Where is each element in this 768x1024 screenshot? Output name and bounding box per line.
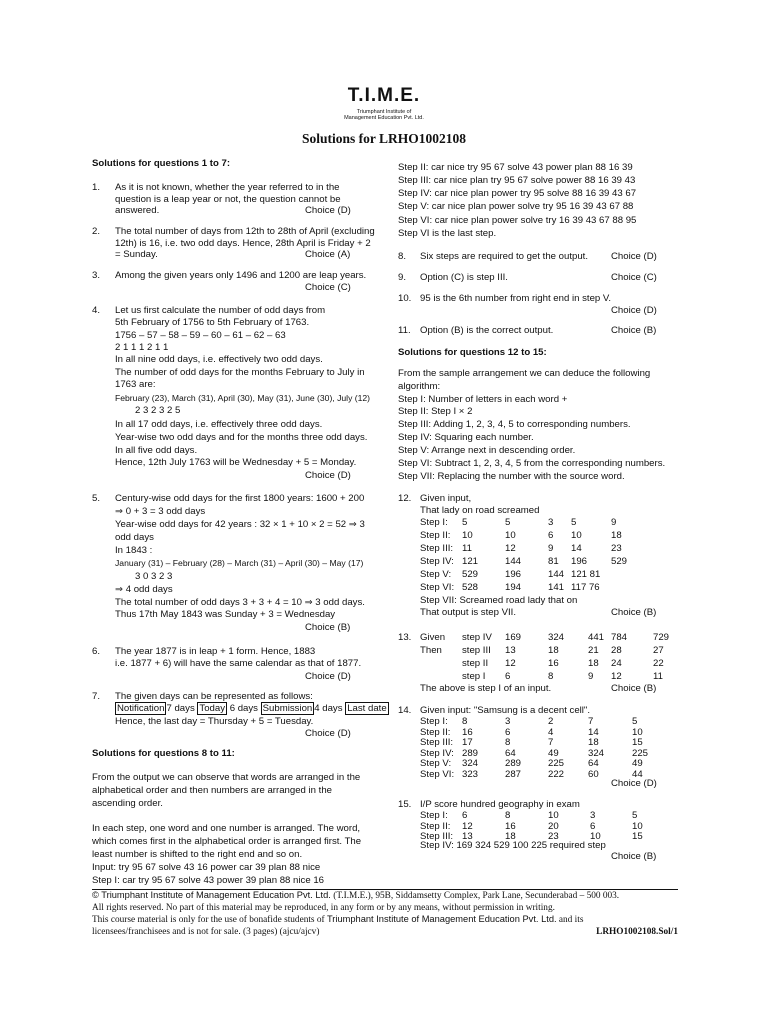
table-cell: 64	[505, 747, 516, 759]
table-cell: 18	[588, 658, 599, 669]
q5-line: January (31) – February (28) – March (31) – April (30) – May (17)	[115, 558, 364, 568]
table-cell: 8	[505, 737, 511, 748]
q5-line: odd days	[115, 532, 154, 543]
q4-number: 4.	[92, 305, 101, 316]
q13-line: The above is step I of an input.	[420, 683, 552, 694]
q13-number: 13.	[398, 632, 412, 643]
table-cell: 13	[505, 645, 516, 656]
q9-line: Option (C) is step III.	[420, 272, 508, 283]
table-cell: 8	[505, 810, 511, 821]
q4-line: February (23), March (31), April (30), May (31), June (30), July (12)	[115, 393, 371, 403]
para-line: From the output we can observe that words are arranged in the	[92, 772, 361, 783]
q6-line: i.e. 1877 + 6) will have the same calendar as that of 1877.	[115, 658, 362, 669]
step-line: Step VI: car nice plan power solve try 16 39 43 67 88 95	[398, 215, 637, 226]
q1-line: As it is not known, whether the year referred to in the	[115, 182, 340, 193]
table-cell: 169	[505, 632, 522, 643]
para-line: least number is shifted to the right end and so on.	[92, 849, 303, 860]
q12-line: That output is step VII.	[420, 607, 516, 618]
q5-line: ⇒ 0 + 3 = 3 odd days	[115, 506, 206, 517]
algo-line: Step III: Adding 1, 2, 3, 4, 5 to corresponding numbers.	[398, 419, 631, 430]
table-cell: Step IV:	[420, 556, 454, 567]
q4-line: The number of odd days for the months February to July in	[115, 367, 365, 378]
table-cell: 81	[548, 556, 559, 567]
q8-choice: Choice (D)	[611, 251, 657, 262]
q15-line: I/P score hundred geography in exam	[420, 799, 580, 810]
table-cell: 196	[505, 569, 522, 580]
table-cell: Step III:	[420, 737, 454, 748]
table-cell: 287	[505, 768, 522, 780]
q10-number: 10.	[398, 293, 412, 304]
copyright-footer	[92, 889, 678, 938]
q12-line: That lady on road screamed	[420, 505, 540, 516]
table-cell: 222	[548, 768, 565, 780]
q5-choice: Choice (B)	[305, 622, 351, 633]
algo-line: Step I: Number of letters in each word +	[398, 394, 568, 405]
table-cell: 4	[548, 726, 554, 738]
table-cell: 49	[548, 747, 559, 759]
table-cell: 5	[632, 716, 638, 727]
table-cell: Step IV:	[420, 747, 454, 759]
para-line: ascending order.	[92, 798, 163, 809]
table-cell: 9	[588, 671, 594, 682]
q4-choice: Choice (D)	[305, 470, 351, 481]
table-cell: 196	[571, 556, 588, 567]
q7-day-sequence	[115, 703, 389, 715]
table-cell: 10	[632, 726, 643, 738]
q4-line: 1756 – 57 – 58 – 59 – 60 – 61 – 62 – 63	[115, 330, 286, 341]
time-logo	[0, 84, 768, 122]
para-line: Step I: car try 95 67 solve 43 power 39 plan 88 nice 16	[92, 875, 324, 886]
table-cell: 441	[588, 632, 605, 643]
q10-line: 95 is the 6th number from right end in step V.	[420, 293, 612, 304]
table-cell: 289	[505, 758, 522, 769]
table-cell: 225	[632, 747, 649, 759]
last-date-box: Last date	[347, 703, 387, 714]
gap-label: 6 days	[229, 703, 258, 714]
table-cell: 194	[505, 582, 522, 593]
q8-line: Six steps are required to get the output.	[420, 251, 588, 262]
table-cell: 9	[548, 543, 554, 554]
table-cell: 64	[588, 758, 599, 769]
q1-line: question is a leap year or not, the question cannot be	[115, 194, 341, 205]
step-line: Step VI is the last step.	[398, 228, 497, 239]
table-cell: 18	[611, 530, 622, 541]
table-cell: Step I:	[420, 716, 448, 727]
footer-line-3	[92, 914, 678, 927]
step-line: Step III: car nice plan try 95 67 solve power 88 16 39 43	[398, 175, 636, 186]
document-code: LRHO1002108.Sol/1	[596, 926, 678, 937]
footer-line-1	[92, 890, 678, 903]
table-cell: 22	[653, 658, 664, 669]
q7-choice: Choice (D)	[305, 728, 351, 739]
footer-text: This course material is only for the use of bonafide students of	[92, 915, 325, 926]
table-cell: Step II:	[420, 820, 451, 832]
algo-line: Step VI: Subtract 1, 2, 3, 4, 5 from the corresponding numbers.	[398, 458, 666, 469]
table-cell: 5	[462, 517, 468, 528]
gap-label: 4 days	[314, 703, 343, 714]
q3-choice: Choice (C)	[305, 282, 351, 293]
q7-line: The given days can be represented as follows:	[115, 691, 313, 702]
q15-number: 15.	[398, 799, 412, 810]
table-cell: 28	[611, 645, 622, 656]
footer-line-4	[92, 927, 678, 939]
para-line: Input: try 95 67 solve 43 16 power car 39 plan 88 nice	[92, 862, 321, 873]
q12-line: Given input,	[420, 493, 472, 504]
table-cell: 528	[462, 582, 479, 593]
page-title: Solutions for LRHO1002108	[301, 131, 467, 146]
table-cell: 10	[590, 831, 601, 842]
table-cell: 2	[548, 716, 554, 727]
q4-line: 5th February of 1756 to 5th February of 1763.	[115, 317, 310, 328]
q1-line: answered.	[115, 205, 160, 216]
table-cell: 18	[588, 737, 599, 748]
q4-line: Hence, 12th July 1763 will be Wednesday + 5 = Monday.	[115, 457, 357, 468]
table-cell: Step III:	[420, 543, 454, 554]
table-cell: 324	[462, 758, 479, 769]
table-cell: 18	[548, 645, 559, 656]
table-cell: Step V:	[420, 569, 452, 580]
q6-number: 6.	[92, 646, 101, 657]
q2-line: = Sunday.	[115, 249, 158, 260]
table-cell: step III	[462, 645, 491, 656]
section-heading-12-15: Solutions for questions 12 to 15:	[398, 347, 547, 358]
q14-number: 14.	[398, 705, 412, 716]
q9-choice: Choice (C)	[611, 272, 657, 283]
table-cell: 11	[462, 543, 472, 554]
q5-line: Century-wise odd days for the first 1800 years: 1600 + 200	[115, 493, 365, 504]
table-cell: 16	[462, 726, 473, 738]
table-cell: 12	[611, 671, 622, 682]
q2-choice: Choice (A)	[305, 249, 351, 260]
q12-choice: Choice (B)	[611, 607, 657, 618]
table-cell: 6	[590, 820, 596, 832]
table-cell: 7	[548, 737, 554, 748]
q5-number: 5.	[92, 493, 101, 504]
algo-line: Step IV: Squaring each number.	[398, 432, 534, 443]
table-cell: Step VI:	[420, 768, 455, 780]
footer-line-2: All rights reserved. No part of this material may be reproduced, in any form or by any means, without permission in writing.	[92, 902, 555, 913]
table-cell: 225	[548, 758, 565, 769]
q4-line: Let us first calculate the number of odd days from	[115, 305, 326, 316]
q8-number: 8.	[398, 251, 407, 262]
table-cell: Given	[420, 632, 446, 643]
table-cell: 144	[505, 556, 522, 567]
q4-line: 2 1 1 1 2 1 1	[115, 342, 169, 353]
table-cell: 12	[505, 658, 516, 669]
q7-line: Hence, the last day = Thursday + 5 = Tuesday.	[115, 716, 314, 727]
footer-company: © Triumphant Institute of Management Education Pvt. Ltd.	[92, 890, 331, 900]
table-cell: 16	[505, 820, 516, 832]
q15-line: Step IV: 169 324 529 100 225 required step	[420, 840, 606, 851]
q11-number: 11.	[398, 325, 411, 336]
table-cell: 10	[571, 530, 582, 541]
table-cell: 3	[590, 810, 596, 821]
table-cell: 14	[588, 726, 599, 738]
table-cell: 323	[462, 768, 479, 780]
q4-line: In all 17 odd days, i.e. effectively three odd days.	[115, 419, 323, 430]
q5-line: Year-wise odd days for 42 years : 32 × 1 + 10 × 2 = 52 ⇒ 3	[115, 519, 365, 530]
table-cell: Step I:	[420, 810, 448, 821]
table-cell: 324	[588, 747, 605, 759]
q6-choice: Choice (D)	[305, 671, 351, 682]
table-cell: 12	[505, 543, 516, 554]
brand-subtitle-1: Triumphant Institute of	[356, 108, 412, 115]
table-cell: 121	[462, 556, 479, 567]
table-cell: 23	[548, 831, 559, 842]
table-cell: 10	[632, 820, 643, 832]
table-cell: 10	[505, 530, 516, 541]
q14-line: Given input: "Samsung is a decent cell".	[420, 705, 590, 716]
footer-text: licensees/franchisees and is not for sale. (3 pages) (ajcu/ajcv)	[92, 926, 320, 937]
table-cell: Then	[420, 645, 442, 656]
algo-line: Step II: Step I × 2	[398, 406, 473, 417]
q14-choice: Choice (D)	[611, 778, 657, 789]
table-cell: 5	[571, 517, 577, 528]
q11-choice: Choice (B)	[611, 325, 657, 336]
table-cell: 44	[632, 768, 643, 780]
table-cell: 5	[632, 810, 638, 821]
table-cell: step II	[462, 658, 489, 669]
table-cell: 289	[462, 747, 479, 759]
q3-number: 3.	[92, 270, 101, 281]
q10-choice: Choice (D)	[611, 305, 657, 316]
q2-number: 2.	[92, 226, 101, 237]
q15-choice: Choice (B)	[611, 851, 657, 862]
table-cell: 14	[571, 543, 582, 554]
q11-line: Option (B) is the correct output.	[420, 325, 554, 336]
table-cell: 144	[548, 569, 565, 580]
table-cell: 6	[462, 810, 468, 821]
table-cell: 729	[653, 632, 670, 643]
table-cell: 6	[548, 530, 554, 541]
table-cell: 10	[462, 530, 473, 541]
footer-company: Triumphant Institute of Management Education Pvt. Ltd.	[326, 914, 557, 925]
table-cell: Step II:	[420, 726, 451, 738]
q4-line: 1763 are:	[115, 379, 156, 390]
algo-line: algorithm:	[398, 381, 441, 392]
table-cell: Step II:	[420, 530, 451, 541]
section-heading-8-11: Solutions for questions 8 to 11:	[92, 748, 235, 759]
q4-line: In all five odd days.	[115, 445, 198, 456]
algo-line: From the sample arrangement we can deduce the following	[398, 368, 651, 379]
table-cell: 8	[462, 716, 468, 727]
table-cell: 784	[611, 632, 628, 643]
q12-line: Step VII: Screamed road lady that on	[420, 595, 578, 606]
q1-number: 1.	[92, 182, 101, 193]
para-line: alphabetical order and then numbers are arranged in the	[92, 785, 333, 796]
table-cell: 529	[611, 556, 628, 567]
q3-line: Among the given years only 1496 and 1200 are leap years.	[115, 270, 367, 281]
table-cell: Step I:	[420, 517, 448, 528]
q4-line: Year-wise two odd days and for the months three odd days.	[115, 432, 368, 443]
q13-choice: Choice (B)	[611, 683, 657, 694]
table-cell: 11	[653, 671, 663, 682]
q5-line: 3 0 3 2 3	[135, 571, 173, 582]
step-line: Step IV: car nice plan power try 95 solve 88 16 39 43 67	[398, 188, 637, 199]
step-line: Step V: car nice plan power solve try 95 16 39 43 67 88	[398, 201, 634, 212]
section-heading-1-7: Solutions for questions 1 to 7:	[92, 158, 231, 169]
footer-text: and its	[558, 915, 584, 926]
table-cell: 13	[462, 831, 473, 842]
table-cell: 6	[505, 671, 511, 682]
table-cell: 7	[588, 716, 594, 727]
para-line: In each step, one word and one number is arranged. The word,	[92, 823, 361, 834]
table-cell: 49	[632, 758, 643, 769]
table-cell: 12	[462, 820, 473, 832]
table-cell: Step VI:	[420, 582, 455, 593]
table-cell: step IV	[462, 632, 492, 643]
para-line: which comes first in the alphabetical order is arranged first. The	[92, 836, 362, 847]
table-cell: 3	[505, 716, 511, 727]
notification-box: Notification	[117, 703, 165, 714]
table-cell: 17	[462, 737, 473, 748]
today-box: Today	[199, 703, 226, 714]
table-cell: 27	[653, 645, 664, 656]
q7-number: 7.	[92, 691, 101, 702]
table-cell: 5	[505, 517, 511, 528]
table-cell: 18	[505, 831, 516, 842]
table-cell: 121 81	[571, 569, 601, 580]
q4-line: 2 3 2 3 2 5	[135, 405, 181, 416]
q6-line: The year 1877 is in leap + 1 form. Hence, 1883	[115, 646, 316, 657]
q5-line: In 1843 :	[115, 545, 153, 556]
q2-line: 12th) is 16, i.e. two odd days. Hence, 28th April is Friday + 2	[115, 238, 371, 249]
table-cell: 529	[462, 569, 479, 580]
table-cell: 21	[588, 645, 599, 656]
algo-line: Step V: Arrange next in descending order.	[398, 445, 576, 456]
footer-address: (T.I.M.E.), 95B, Siddamsetty Complex, Park Lane, Secunderabad – 500 003.	[333, 891, 620, 901]
table-cell: Step III:	[420, 831, 454, 842]
table-cell: 23	[611, 543, 622, 554]
table-cell: step I	[462, 671, 486, 682]
table-cell: 15	[632, 737, 643, 748]
table-cell: 3	[548, 517, 554, 528]
q1-choice: Choice (D)	[305, 205, 351, 216]
table-cell: 9	[611, 517, 617, 528]
table-cell: 60	[588, 768, 599, 780]
q4-line: In all nine odd days, i.e. effectively two odd days.	[115, 354, 323, 365]
table-cell: 141	[548, 582, 565, 593]
algo-line: Step VII: Replacing the number with the source word.	[398, 471, 625, 482]
q5-line: ⇒ 4 odd days	[115, 584, 173, 595]
table-cell: 324	[548, 632, 565, 643]
gap-label: 7 days	[166, 703, 195, 714]
table-cell: 15	[632, 831, 643, 842]
q12-number: 12.	[398, 493, 412, 504]
q2-line: The total number of days from 12th to 28th of April (excluding	[115, 226, 375, 237]
table-cell: 8	[548, 671, 554, 682]
submission-box: Submission	[262, 703, 313, 714]
q5-line: The total number of odd days 3 + 3 + 4 = 10 ⇒ 3 odd days.	[115, 597, 365, 608]
table-cell: 10	[548, 810, 559, 821]
brand-name: T.I.M.E.	[347, 85, 421, 106]
table-cell: 20	[548, 820, 559, 832]
brand-subtitle-2: Management Education Pvt. Ltd.	[344, 115, 424, 122]
table-cell: 6	[505, 726, 511, 738]
table-cell: Step V:	[420, 758, 452, 769]
q5-line: Thus 17th May 1843 was Sunday + 3 = Wednesday	[115, 609, 336, 620]
table-cell: 117 76	[571, 582, 600, 593]
step-line: Step II: car nice try 95 67 solve 43 power plan 88 16 39	[398, 162, 633, 173]
table-cell: 16	[548, 658, 559, 669]
table-cell: 24	[611, 658, 622, 669]
q9-number: 9.	[398, 272, 407, 283]
